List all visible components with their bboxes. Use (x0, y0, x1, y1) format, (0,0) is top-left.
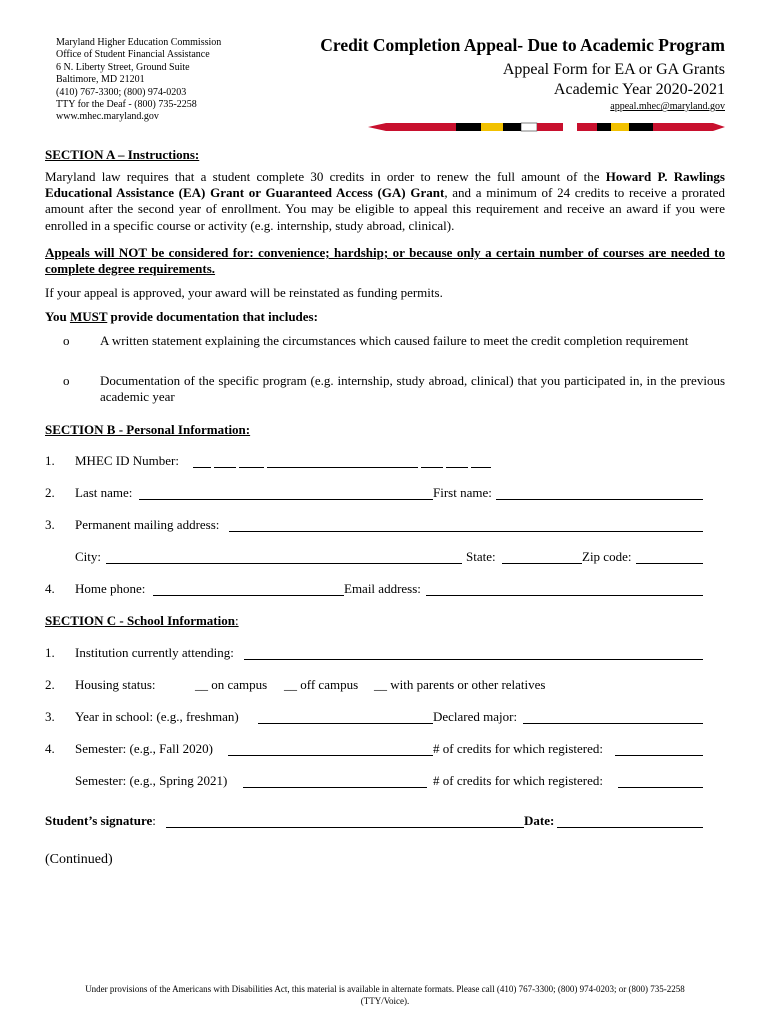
state-field[interactable] (502, 563, 582, 564)
form-title: Credit Completion Appeal- Due to Academic Program (320, 35, 725, 55)
org-address-block (56, 37, 221, 124)
fall-semester-field[interactable] (228, 755, 433, 756)
appeal-email-link[interactable]: appeal.mhec@maryland.gov (610, 101, 725, 112)
org-street: 6 N. Liberty Street, Ground Suite (56, 61, 190, 73)
home-phone-field[interactable] (153, 595, 344, 596)
housing-with-parents-option[interactable]: __ with parents or other relatives (374, 677, 546, 692)
signature-label-text: Student’s signature (45, 813, 153, 828)
institution-field[interactable] (244, 659, 703, 660)
bullet-program-documentation: Documentation of the specific program (e.g. internship, study abroad, clinical) that you participated in, in the previous academic year (100, 373, 725, 404)
spring-credits-field[interactable] (618, 787, 703, 788)
documentation-requirement (45, 309, 318, 325)
not-considered-notice: Appeals will NOT be considered for: convenience; hardship; or because only a certain number of courses are needed to complete degree requirements. (45, 245, 725, 277)
ada-footer (40, 983, 730, 1007)
footer-line-1: Under provisions of the Americans with Disabilities Act, this material is available in alternate formats. Please call (410) 767-3300; (800) 974-0203; or (800) 735-2258 (85, 984, 685, 994)
city-label: City: (75, 549, 102, 564)
last-name-label: Last name: (75, 485, 133, 500)
must-text-b: provide documentation that includes: (107, 309, 318, 324)
item-number: 1. (45, 645, 55, 660)
maryland-flag-stripe (368, 122, 725, 132)
last-name-field[interactable] (139, 499, 433, 500)
major-field[interactable] (523, 723, 703, 724)
zip-label: Zip code: (582, 549, 632, 564)
section-c-title: SECTION C - School Information (45, 613, 235, 628)
item-number: 4. (45, 581, 55, 596)
org-city: Baltimore, MD 21201 (56, 74, 145, 86)
item-number: 2. (45, 485, 55, 500)
housing-off-campus-option[interactable]: __ off campus (284, 677, 359, 692)
fall-credits-label: # of credits for which registered: (433, 741, 604, 756)
date-field[interactable] (557, 827, 703, 828)
housing-on-campus-option[interactable]: __ on campus (195, 677, 268, 692)
continued-note: (Continued) (45, 852, 113, 867)
instructions-text-a: Maryland law requires that a student complete 30 credits in order to renew the full amount of the (45, 169, 606, 184)
item-number: 1. (45, 453, 55, 468)
section-b-heading: SECTION B - Personal Information: (45, 422, 251, 437)
signature-field[interactable] (166, 827, 524, 828)
item-number: 3. (45, 517, 55, 532)
home-phone-label: Home phone: (75, 581, 146, 596)
reinstated-note: If your appeal is approved, your award will be reinstated as funding permits. (45, 285, 443, 300)
signature-label (45, 813, 156, 829)
address-field[interactable] (229, 531, 703, 532)
org-name: Maryland Higher Education Commission (56, 37, 222, 48)
footer-line-2: (TTY/Voice). (360, 996, 410, 1006)
major-label: Declared major: (433, 709, 518, 724)
first-name-label: First name: (433, 485, 492, 500)
must-emphasis: MUST (69, 309, 108, 324)
section-c-colon: : (234, 613, 239, 628)
bullet-icon: o (63, 333, 70, 348)
item-number: 4. (45, 741, 55, 756)
org-phone: (410) 767-3300; (800) 974-0203 (56, 86, 187, 98)
item-number: 2. (45, 677, 55, 692)
mhec-id-label: MHEC ID Number: (75, 453, 179, 468)
zip-field[interactable] (636, 563, 703, 564)
date-label: Date: (524, 813, 555, 828)
address-label: Permanent mailing address: (75, 517, 220, 532)
email-label: Email address: (344, 581, 421, 596)
email-field[interactable] (426, 595, 703, 596)
org-office: Office of Student Financial Assistance (56, 49, 210, 61)
state-label: State: (466, 549, 496, 564)
signature-colon: : (152, 813, 156, 828)
spring-semester-field[interactable] (243, 787, 427, 788)
section-a-heading: SECTION A – Instructions: (45, 147, 200, 162)
org-website: www.mhec.maryland.gov (56, 111, 159, 123)
first-name-field[interactable] (496, 499, 703, 500)
housing-label: Housing status: (75, 677, 156, 692)
form-subtitle: Appeal Form for EA or GA Grants (502, 61, 725, 78)
must-text-a: You (45, 309, 70, 324)
academic-year: Academic Year 2020-2021 (553, 81, 725, 98)
org-tty: TTY for the Deaf - (800) 735-2258 (56, 99, 197, 111)
item-number: 3. (45, 709, 55, 724)
year-label: Year in school: (e.g., freshman) (75, 709, 239, 724)
section-c-heading (45, 613, 239, 629)
city-field[interactable] (106, 563, 462, 564)
fall-credits-field[interactable] (615, 755, 703, 756)
spring-credits-label: # of credits for which registered: (433, 773, 604, 788)
grant-name: Howard P. Rawlings Educational Assistance (EA) Grant or Guaranteed Access (GA) Grant (45, 169, 725, 201)
fall-semester-label: Semester: (e.g., Fall 2020) (75, 741, 213, 756)
instructions-text-b: , and a minimum of 24 credits to receive a prorated amount after the second year of enrollment. You may be eligible to appeal this requirement and receive an award if you were enrolled in a specific course or activity (e.g. internship, study abroad, clinical). (45, 185, 726, 233)
instructions-paragraph (45, 169, 725, 234)
spring-semester-label: Semester: (e.g., Spring 2021) (75, 773, 228, 788)
bullet-written-statement: A written statement explaining the circumstances which caused failure to meet the credit completion requirement (100, 333, 689, 348)
year-field[interactable] (258, 723, 433, 724)
institution-label: Institution currently attending: (75, 645, 234, 660)
bullet-icon: o (63, 373, 70, 388)
